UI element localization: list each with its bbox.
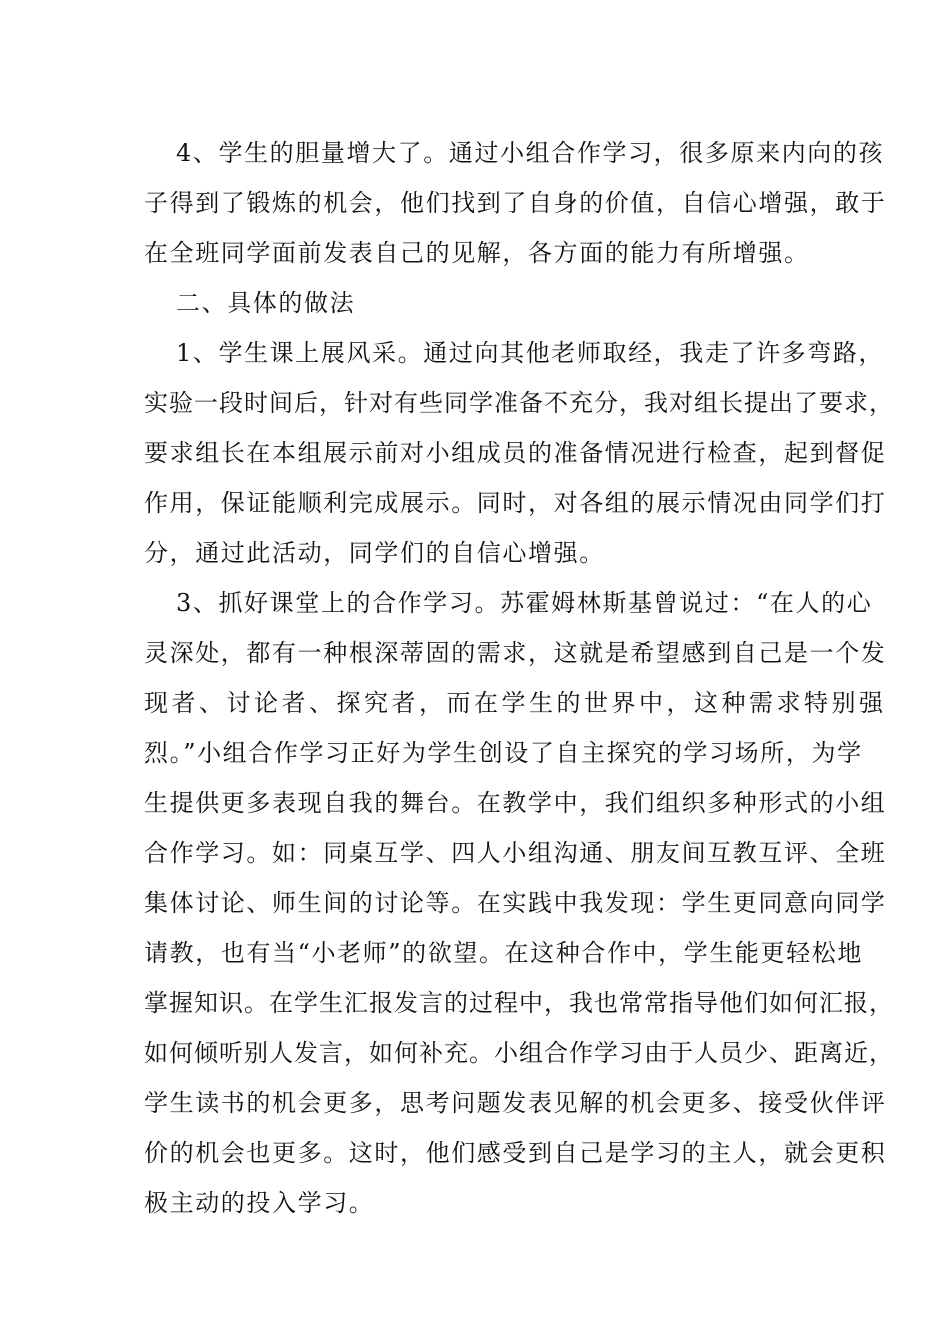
paragraph-2-line-2: 实验一段时间后，针对有些同学准备不充分，我对组长提出了要求， <box>144 389 894 417</box>
paragraph-3-line-11: 学生读书的机会更多，思考问题发表见解的机会更多、接受伙伴评 <box>144 1089 887 1117</box>
paragraph-3-line-1: 3、抓好课堂上的合作学习。苏霍姆林斯基曾说过：“在人的心 <box>176 589 873 617</box>
paragraph-3-line-7: 集体讨论、师生间的讨论等。在实践中我发现：学生更同意向同学 <box>144 889 887 917</box>
paragraph-3-line-3: 现者、讨论者、探究者，而在学生的世界中，这种需求特别强 <box>144 689 887 717</box>
paragraph-2-line-1: 1、学生课上展风采。通过向其他老师取经，我走了许多弯路， <box>176 339 885 367</box>
paragraph-3-line-12: 价的机会也更多。这时，他们感受到自己是学习的主人，就会更积 <box>144 1139 887 1167</box>
paragraph-3-line-2: 灵深处，都有一种根深蒂固的需求，这就是希望感到自己是一个发 <box>144 639 887 667</box>
paragraph-3-line-10: 如何倾听别人发言，如何补充。小组合作学习由于人员少、距离近， <box>144 1039 894 1067</box>
paragraph-2-line-4: 作用，保证能顺利完成展示。同时，对各组的展示情况由同学们打 <box>144 489 887 517</box>
paragraph-3-line-6: 合作学习。如：同桌互学、四人小组沟通、朋友间互教互评、全班 <box>144 839 887 867</box>
paragraph-3-line-4: 烈。”小组合作学习正好为学生创设了自主探究的学习场所，为学 <box>144 739 863 767</box>
section-heading: 二、具体的做法 <box>176 289 356 317</box>
paragraph-1-line-1: 4、学生的胆量增大了。通过小组合作学习，很多原来内向的孩 <box>176 139 885 167</box>
paragraph-3-line-8: 请教，也有当“小老师”的欲望。在这种合作中，学生能更轻松地 <box>144 939 863 967</box>
paragraph-2-line-3: 要求组长在本组展示前对小组成员的准备情况进行检查，起到督促 <box>144 439 887 467</box>
paragraph-3-line-13: 极主动的投入学习。 <box>144 1189 375 1217</box>
paragraph-1-line-2: 子得到了锻炼的机会，他们找到了自身的价值，自信心增强，敢于 <box>144 189 887 217</box>
paragraph-1-line-3: 在全班同学面前发表自己的见解，各方面的能力有所增强。 <box>144 239 810 267</box>
paragraph-2-line-5: 分，通过此活动，同学们的自信心增强。 <box>144 539 605 567</box>
paragraph-3-line-5: 生提供更多表现自我的舞台。在教学中，我们组织多种形式的小组 <box>144 789 887 817</box>
paragraph-3-line-9: 掌握知识。在学生汇报发言的过程中，我也常常指导他们如何汇报， <box>144 989 894 1017</box>
